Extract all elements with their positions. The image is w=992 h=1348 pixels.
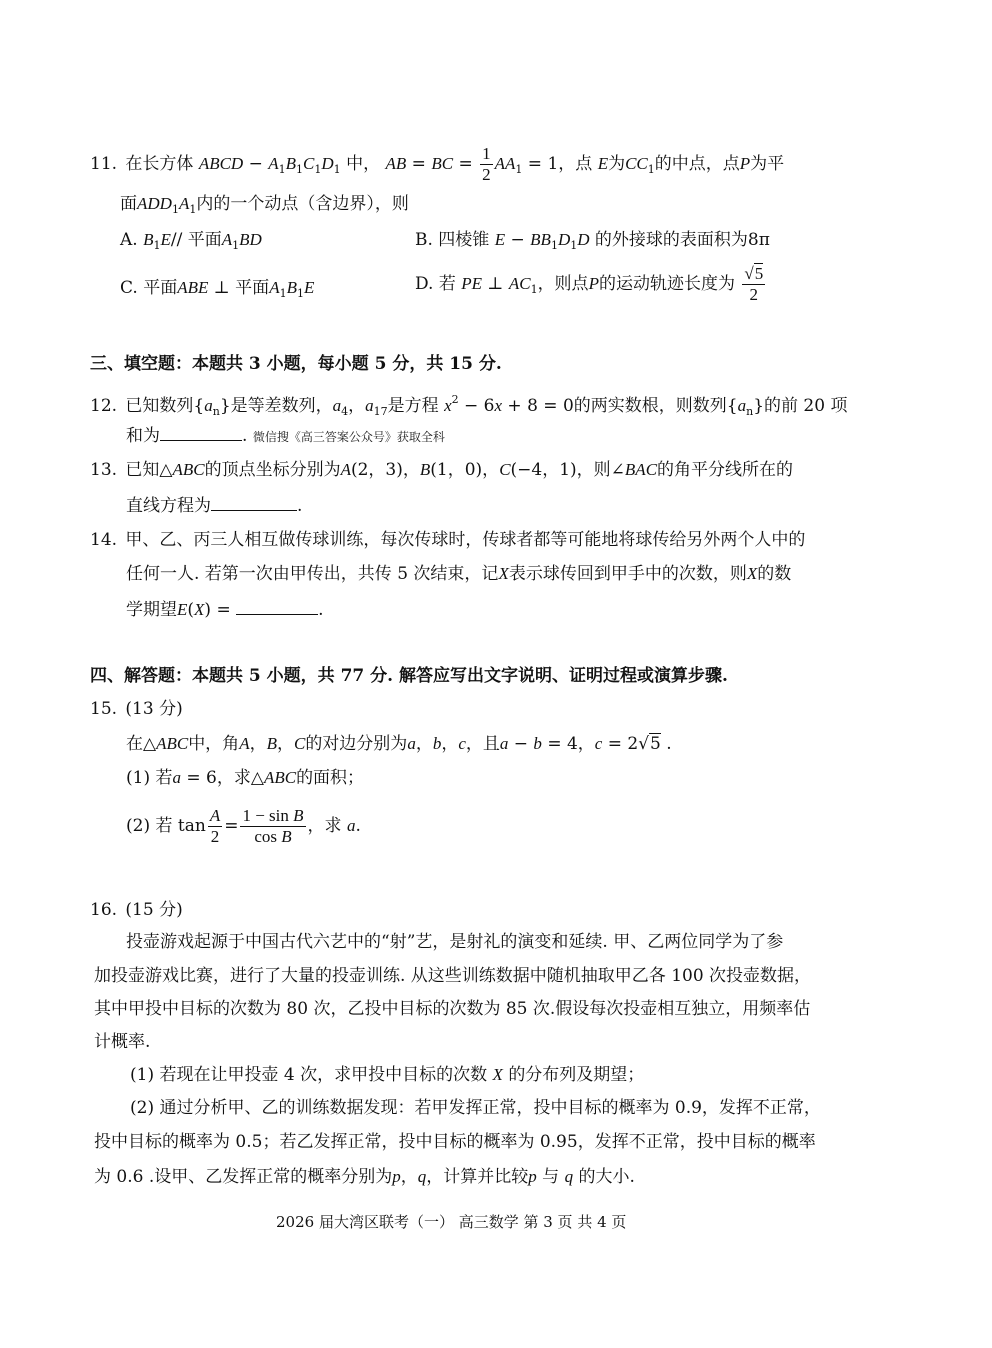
q11-option-b: B. 四棱锥 $E - BB_1D_1D$ 的外接球的表面积为8π xyxy=(415,230,770,252)
q16-para-line4: 计概率. xyxy=(94,1032,151,1052)
q11-line2: 面$ADD_1A_1$内的一个动点（含边界），则 xyxy=(120,194,409,216)
q14-line3: 学期望E(X) = . xyxy=(126,596,324,622)
q13-line1: 13. 已知△ABC的顶点坐标分别为A(2，3)，B(1，0)，C(−4，1)，则∠BAC的角平分线所在的 xyxy=(90,460,794,480)
q14-line1: 14. 甲、乙、丙三人相互做传球训练，每次传球时，传球者都等可能地将球传给另外两个人中的 xyxy=(90,530,806,550)
page-footer: 2026 届大湾区联考（一） 高三数学 第 3 页 共 4 页 xyxy=(276,1213,627,1231)
q12-answer-blank[interactable] xyxy=(160,422,242,441)
q16-para-line1: 投壶游戏起源于中国古代六艺中的“射”艺，是射礼的演变和延续. 甲、乙两位同学为了参 xyxy=(126,932,784,952)
q13-answer-blank[interactable] xyxy=(211,492,297,511)
q16-para-line2: 加投壶游戏比赛，进行了大量的投壶训练. 从这些训练数据中随机抽取甲乙各 100 次投壶数据， xyxy=(94,966,812,986)
q13-line2: 直线方程为 . xyxy=(126,492,302,518)
q15-part2: (2) 若 tan $\frac{A}{2}$ = $\frac{\text{1 − sin B}}{\text{cos B}}$ ，求 a. xyxy=(126,806,361,846)
q16-part2-line2: 投中目标的概率为 0.5；若乙发挥正常，投中目标的概率为 0.95，发挥不正常，投中目标的概率 xyxy=(94,1132,816,1152)
q12-number: 12. xyxy=(90,396,118,416)
q16-part2-line1: (2) 通过分析甲、乙的训练数据发现：若甲发挥正常，投中目标的概率为 0.9，发挥不正常， xyxy=(130,1098,821,1118)
q16-number: 16. xyxy=(90,900,118,920)
q14-answer-blank[interactable] xyxy=(236,596,318,615)
q16-para-line3: 其中甲投中目标的次数为 80 次，乙投中目标的次数为 85 次.假设每次投壶相互独立，用频率估 xyxy=(94,999,811,1019)
q11-line1: 11. 在长方体 ABCD − $A_1B_1C_1D_1$ 中， AB = BC = $\frac{1}{2}$ $AA_1 = 1$，点 E为$CC_1$的中点，点P为平 xyxy=(90,144,785,184)
q13-number: 13. xyxy=(90,460,118,480)
q11-number: 11. xyxy=(90,154,118,174)
q11-option-d: D. 若 PE ⊥ $AC_1$，则点P的运动轨迹长度为 $\frac{√5}{2}$ xyxy=(415,264,764,304)
q12-line2: 和为 . 微信搜《高三答案公众号》获取全科 xyxy=(126,422,445,449)
q15-part1: (1) 若a = 6，求△ABC的面积； xyxy=(126,768,365,788)
q14-line2: 任何一人. 若第一次由甲传出，共传 5 次结束，记X表示球传回到甲手中的次数，则X的数 xyxy=(126,564,792,584)
q14-number: 14. xyxy=(90,530,118,550)
watermark-note: 微信搜《高三答案公众号》获取全科 xyxy=(252,430,445,444)
q15-stem: 在△ABC中，角A，B，C的对边分别为a，b，c，且a − b = 4，c = 2√5 . xyxy=(126,734,672,754)
q12-line1: 12. 已知数列$\{a_n\}$是等差数列，$a_4$，$a_{17}$是方程 $x^2 - 6x + 8 = 0$的两实数根，则数列$\{a_n\}$的前 20 项 xyxy=(90,393,848,418)
q11-option-c: C. 平面ABE ⊥ 平面$A_1B_1E$ xyxy=(120,278,315,300)
q16-part1: (1) 若现在让甲投壶 4 次，求甲投中目标的次数 X 的分布列及期望； xyxy=(130,1065,645,1085)
q15-header: 15. (13 分) xyxy=(90,699,183,719)
section-3-title: 三、填空题：本题共 3 小题，每小题 5 分，共 15 分. xyxy=(90,354,502,374)
q11-option-a: A. $B_1E//$ 平面$A_1BD$ xyxy=(120,230,262,252)
q16-header: 16. (15 分) xyxy=(90,900,183,920)
q15-number: 15. xyxy=(90,699,118,719)
q16-part2-line3: 为 0.6 .设甲、乙发挥正常的概率分别为p，q，计算并比较p 与 q 的大小. xyxy=(94,1167,635,1187)
section-4-title: 四、解答题：本题共 5 小题，共 77 分. 解答应写出文字说明、证明过程或演算步骤. xyxy=(90,666,728,686)
